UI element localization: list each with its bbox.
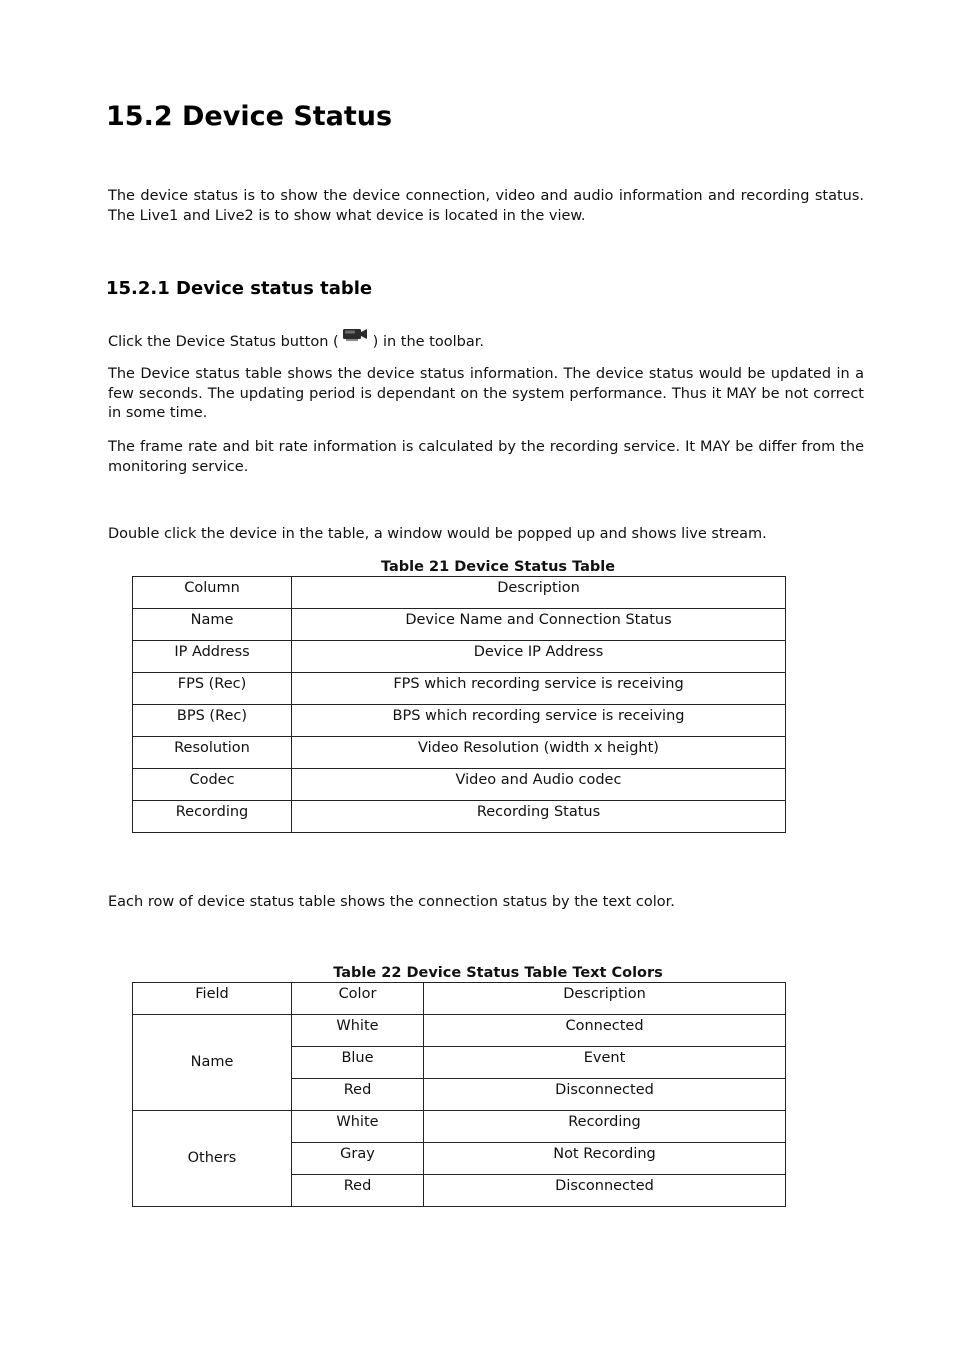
column-name-cell: Resolution <box>133 737 292 769</box>
table-row <box>133 769 786 801</box>
table-row <box>133 737 786 769</box>
header-description: Description <box>292 577 786 609</box>
table-header-row <box>133 983 786 1015</box>
device-status-table-body <box>133 577 786 833</box>
table-row <box>133 1015 786 1047</box>
column-name-cell: BPS (Rec) <box>133 705 292 737</box>
column-description-cell: Video Resolution (width x height) <box>292 737 786 769</box>
click-instruction-before: Click the Device Status button ( <box>108 334 339 350</box>
description-cell: Connected <box>424 1015 786 1047</box>
table22-caption: Table 22 Device Status Table Text Colors <box>333 965 663 981</box>
text-colors-table-body <box>133 983 786 1207</box>
header-field: Field <box>133 983 292 1015</box>
update-paragraph: The Device status table shows the device status information. The device status would be updated in a few seconds. The updating period is dependant on the system performance. Thus it MAY be not correct in some time. <box>108 366 864 421</box>
colors-paragraph: Each row of device status table shows the connection status by the text color. <box>108 894 675 910</box>
table-header-row <box>133 577 786 609</box>
section-title: 15.2 Device Status <box>106 101 393 132</box>
column-name-cell: Recording <box>133 801 292 833</box>
double-click-paragraph: Double click the device in the table, a window would be popped up and shows live stream. <box>108 526 767 542</box>
table-row <box>133 801 786 833</box>
column-name-cell: Name <box>133 609 292 641</box>
table-row <box>133 641 786 673</box>
column-name-cell: Codec <box>133 769 292 801</box>
color-cell: Blue <box>292 1047 424 1079</box>
column-description-cell: Device Name and Connection Status <box>292 609 786 641</box>
column-name-cell: IP Address <box>133 641 292 673</box>
column-description-cell: Video and Audio codec <box>292 769 786 801</box>
header-color: Color <box>292 983 424 1015</box>
column-description-cell: Recording Status <box>292 801 786 833</box>
column-description-cell: BPS which recording service is receiving <box>292 705 786 737</box>
header-description: Description <box>424 983 786 1015</box>
table-row <box>133 1111 786 1143</box>
column-description-cell: Device IP Address <box>292 641 786 673</box>
table-row <box>133 705 786 737</box>
rate-paragraph: The frame rate and bit rate information is calculated by the recording service. It MAY be differ from the monitoring service. <box>108 439 864 475</box>
description-cell: Event <box>424 1047 786 1079</box>
table21-caption: Table 21 Device Status Table <box>380 559 616 575</box>
color-cell: White <box>292 1015 424 1047</box>
column-name-cell: FPS (Rec) <box>133 673 292 705</box>
section-intro: The device status is to show the device connection, video and audio information and recording status. The Live1 and Live2 is to show what device is located in the view. <box>108 188 864 224</box>
header-column: Column <box>133 577 292 609</box>
table-row <box>133 609 786 641</box>
text-colors-table <box>132 982 786 1207</box>
description-cell: Disconnected <box>424 1175 786 1207</box>
table-row <box>133 673 786 705</box>
subsection-title: 15.2.1 Device status table <box>106 278 373 299</box>
color-cell: White <box>292 1111 424 1143</box>
color-cell: Red <box>292 1175 424 1207</box>
description-cell: Disconnected <box>424 1079 786 1111</box>
field-cell: Others <box>133 1111 292 1207</box>
click-instruction-after: ) in the toolbar. <box>372 334 484 350</box>
camera-icon <box>342 331 370 348</box>
description-cell: Recording <box>424 1111 786 1143</box>
description-cell: Not Recording <box>424 1143 786 1175</box>
field-cell: Name <box>133 1015 292 1111</box>
color-cell: Red <box>292 1079 424 1111</box>
color-cell: Gray <box>292 1143 424 1175</box>
device-status-table <box>132 576 786 833</box>
column-description-cell: FPS which recording service is receiving <box>292 673 786 705</box>
click-instruction <box>108 331 864 353</box>
